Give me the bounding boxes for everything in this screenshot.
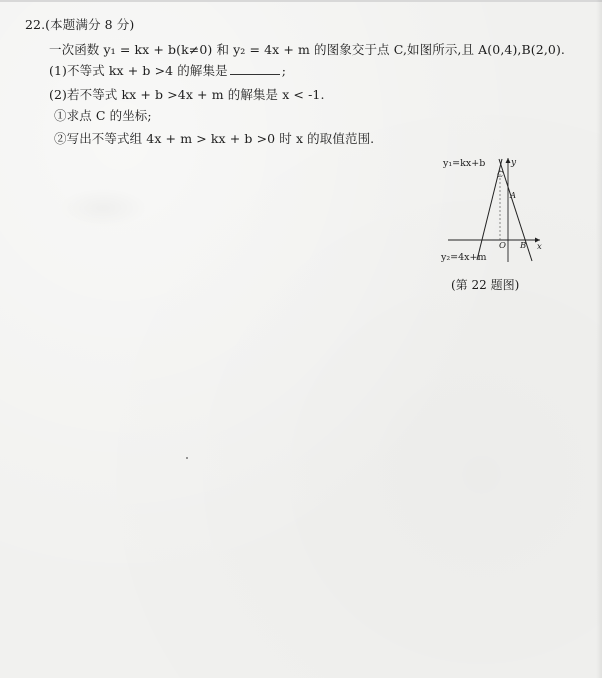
sub-question-1	[49, 63, 286, 79]
sub-question-1-text: (1)不等式 kx + b >4 的解集是	[49, 63, 228, 78]
label-C: C	[497, 170, 504, 180]
label-y-axis: y	[511, 158, 517, 168]
top-border	[0, 0, 602, 2]
label-y2: y₂=4x+m	[441, 252, 487, 263]
question-stem: 一次函数 y₁ = kx + b(k≠0) 和 y₂ = 4x + m 的图象交于点 C,如图所示,且 A(0,4),B(2,0).	[49, 42, 565, 57]
figure-caption: (第 22 题图)	[451, 278, 520, 292]
function-graph-figure	[436, 154, 548, 266]
answer-blank[interactable]	[230, 63, 280, 75]
label-x-axis: x	[537, 242, 542, 252]
sub-question-2-i: ①求点 C 的坐标;	[54, 108, 152, 123]
label-O: O	[499, 241, 506, 251]
paper-speck	[186, 457, 188, 459]
sub-question-2: (2)若不等式 kx + b >4x + m 的解集是 x < -1.	[49, 87, 325, 102]
label-B: B	[520, 241, 527, 251]
sub-question-1-suffix: ;	[281, 63, 287, 78]
sub-question-2-ii: ②写出不等式组 4x + m > kx + b >0 时 x 的取值范围.	[54, 131, 375, 146]
question-header: 22.(本题满分 8 分)	[25, 17, 135, 32]
y-axis-arrow	[506, 158, 511, 163]
paper-smudge	[58, 188, 148, 228]
label-A: A	[510, 191, 517, 201]
label-y1: y₁=kx+b	[443, 158, 486, 169]
page-edge-shadow	[596, 0, 602, 678]
